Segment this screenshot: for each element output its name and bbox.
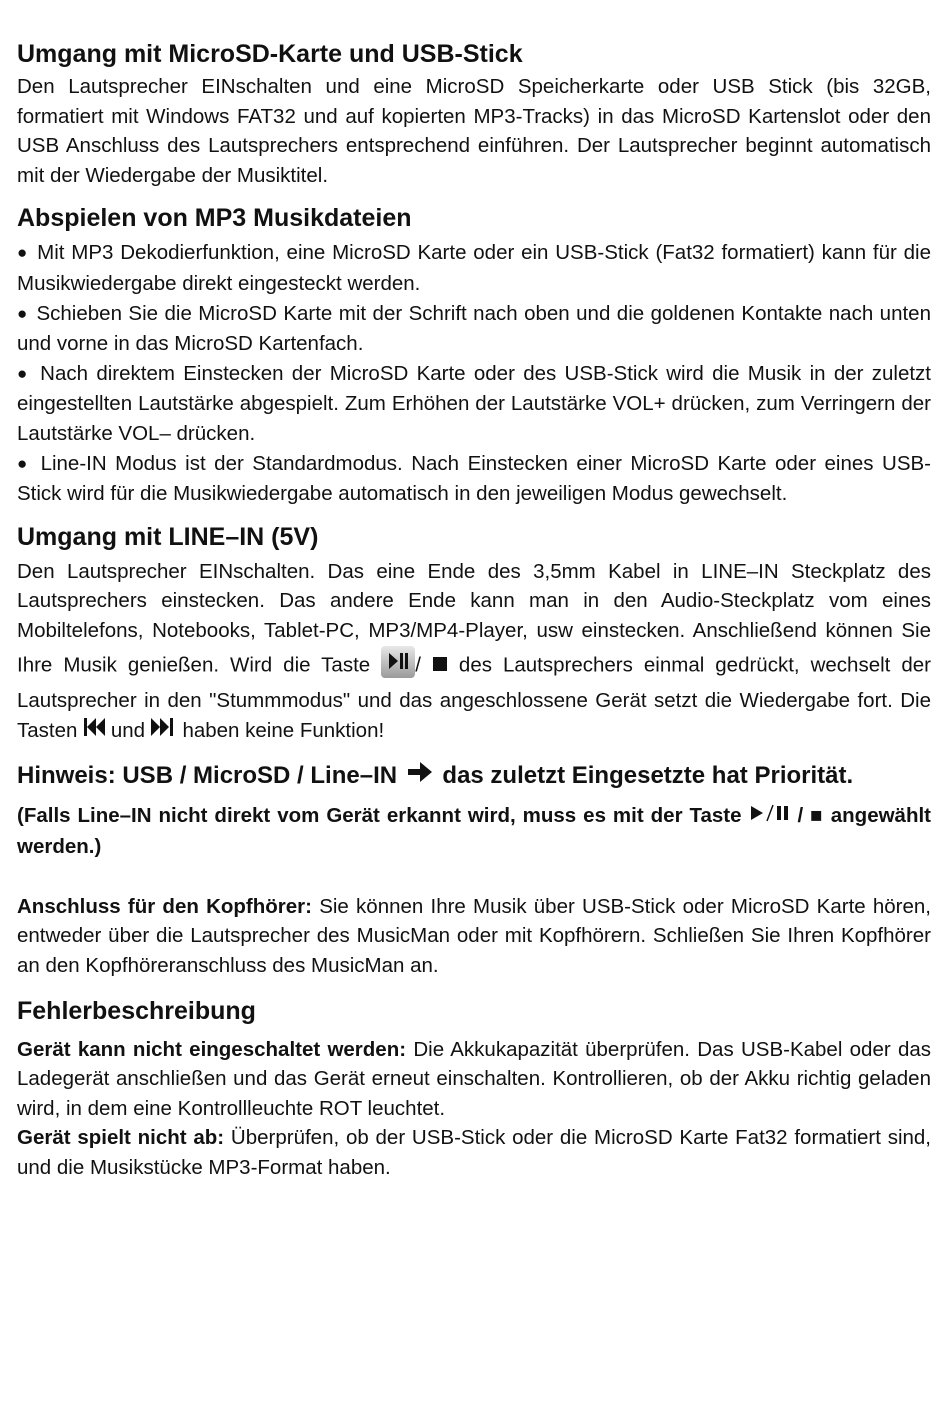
right-arrow-icon bbox=[408, 759, 432, 793]
mp3-bullet-1 bbox=[17, 238, 931, 298]
mp3-bullet-3 bbox=[17, 359, 931, 449]
mp3-bullet-2 bbox=[17, 299, 931, 359]
bullet-icon: ● bbox=[17, 243, 29, 263]
headphone-text bbox=[17, 892, 931, 981]
hint-title-part: das zuletzt Eingesetzte hat Priorität. bbox=[442, 761, 854, 789]
heading-troubleshooting: Fehlerbeschreibung bbox=[17, 996, 256, 1025]
bullet-icon: ● bbox=[17, 363, 30, 383]
play-pause-icon bbox=[749, 802, 791, 832]
stop-icon bbox=[432, 651, 448, 681]
priority-hint bbox=[17, 759, 931, 794]
bullet-text: Line-IN Modus ist der Standardmodus. Nach Einstecken einer MicroSD Karte oder eines USB-Stick wird für die Musikwiedergabe automatisch in den jeweiligen Modus gewechselt. bbox=[17, 451, 931, 506]
trouble-label: Gerät spielt nicht ab: bbox=[17, 1126, 225, 1150]
next-track-icon bbox=[151, 716, 177, 747]
heading-microsd-usb: Umgang mit MicroSD-Karte und USB-Stick bbox=[17, 40, 523, 68]
line-in-text bbox=[17, 557, 931, 747]
bullet-text: Nach direktem Einstecken der MicroSD Karte oder des USB-Stick wird die Musik in der zuletzt eingestellten Lautstärke abgespielt. Zum Erhöhen der Lautstärke VOL+ drücken, zum Verringern der Lautstärke VOL– drücken. bbox=[17, 361, 931, 445]
trouble-text: Die Akkukapazität überprüfen. Das USB-Kabel oder das Ladegerät anschließen und das Gerät erneut einschalten. Kontrollieren, ob der Akku richtig geladen wird, in dem eine Kontrollleuchte ROT leuchtet. bbox=[17, 1037, 932, 1120]
microsd-usb-text: Den Lautsprecher EINschalten und eine MicroSD Speicherkarte oder USB Stick (bis 32GB, formatiert mit Windows FAT32 und auf kopierten MP3-Tracks) in das MicroSD Kartenslot oder den USB Anschluss des Lautsprechers entsprechend einführen. Der Lautsprecher beginnt automatisch mit der Wiedergabe der Musiktitel. bbox=[17, 75, 931, 187]
slash-separator: / bbox=[415, 653, 421, 677]
trouble-item-1 bbox=[17, 1035, 931, 1124]
line-in-text-part: Den Lautsprecher EINschalten. Das eine Ende des 3,5mm Kabel in LINE–IN Steckplatz des Lautsprechers einstecken. Das andere Ende kann man in den Audio-Steckplatz vom eines Mobiltelefons, Notebooks, Tablet-PC, MP3/MP4-Player, usw einstecken. Anschließend können Sie Ihre Musik genießen. Wird die Taste bbox=[17, 559, 931, 677]
play-pause-icon bbox=[381, 646, 415, 687]
bullet-text: Schieben Sie die MicroSD Karte mit der Schrift nach oben und die goldenen Kontakte nach unten und vorne in das MicroSD Kartenfach. bbox=[17, 301, 931, 356]
bullet-icon: ● bbox=[17, 453, 31, 473]
trouble-text: Überprüfen, ob der USB-Stick oder die MicroSD Karte Fat32 formatiert sind, und die Musikstücke MP3-Format haben. bbox=[17, 1126, 932, 1179]
line-in-text-part: des Lautsprechers einmal gedrückt, wechselt der Lautsprecher in den "Stummmodus" und das angeschlossene Gerät setzt die Wiedergabe fort. Die Tasten bbox=[17, 653, 931, 742]
mp3-bullet-4 bbox=[17, 449, 931, 509]
hint-note-part: (Falls Line–IN nicht direkt vom Gerät erkannt wird, muss es mit der Taste bbox=[17, 804, 742, 828]
headphone-label: Anschluss für den Kopfhörer: bbox=[17, 894, 312, 918]
line-in-text-part: haben keine Funktion! bbox=[182, 718, 385, 742]
hint-note-part: / ■ angewählt werden.) bbox=[17, 804, 931, 858]
bullet-text: Mit MP3 Dekodierfunktion, eine MicroSD Karte oder ein USB-Stick (Fat32 formatiert) kann für die Musikwiedergabe direkt eingesteckt werden. bbox=[17, 241, 931, 295]
trouble-item-2 bbox=[17, 1123, 931, 1182]
trouble-label: Gerät kann nicht eingeschaltet werden: bbox=[17, 1037, 407, 1061]
hint-title-part: Hinweis: USB / MicroSD / Line–IN bbox=[17, 761, 398, 789]
spacer bbox=[17, 862, 931, 892]
manual-page bbox=[17, 38, 931, 1183]
bullet-icon: ● bbox=[17, 303, 29, 323]
headphone-description: Sie können Ihre Musik über USB-Stick oder MicroSD Karte hören, entweder über die Lautsprecher des MusicMan oder mit Kopfhörern. Schließen Sie Ihren Kopfhörer an den Kopfhöreranschluss des MusicMan an. bbox=[17, 894, 931, 977]
line-in-text-part: und bbox=[110, 718, 146, 742]
hint-note bbox=[17, 801, 931, 862]
heading-line-in: Umgang mit LINE–IN (5V) bbox=[17, 522, 319, 551]
heading-mp3-playback: Abspielen von MP3 Musikdateien bbox=[17, 204, 412, 233]
previous-track-icon bbox=[83, 716, 105, 747]
